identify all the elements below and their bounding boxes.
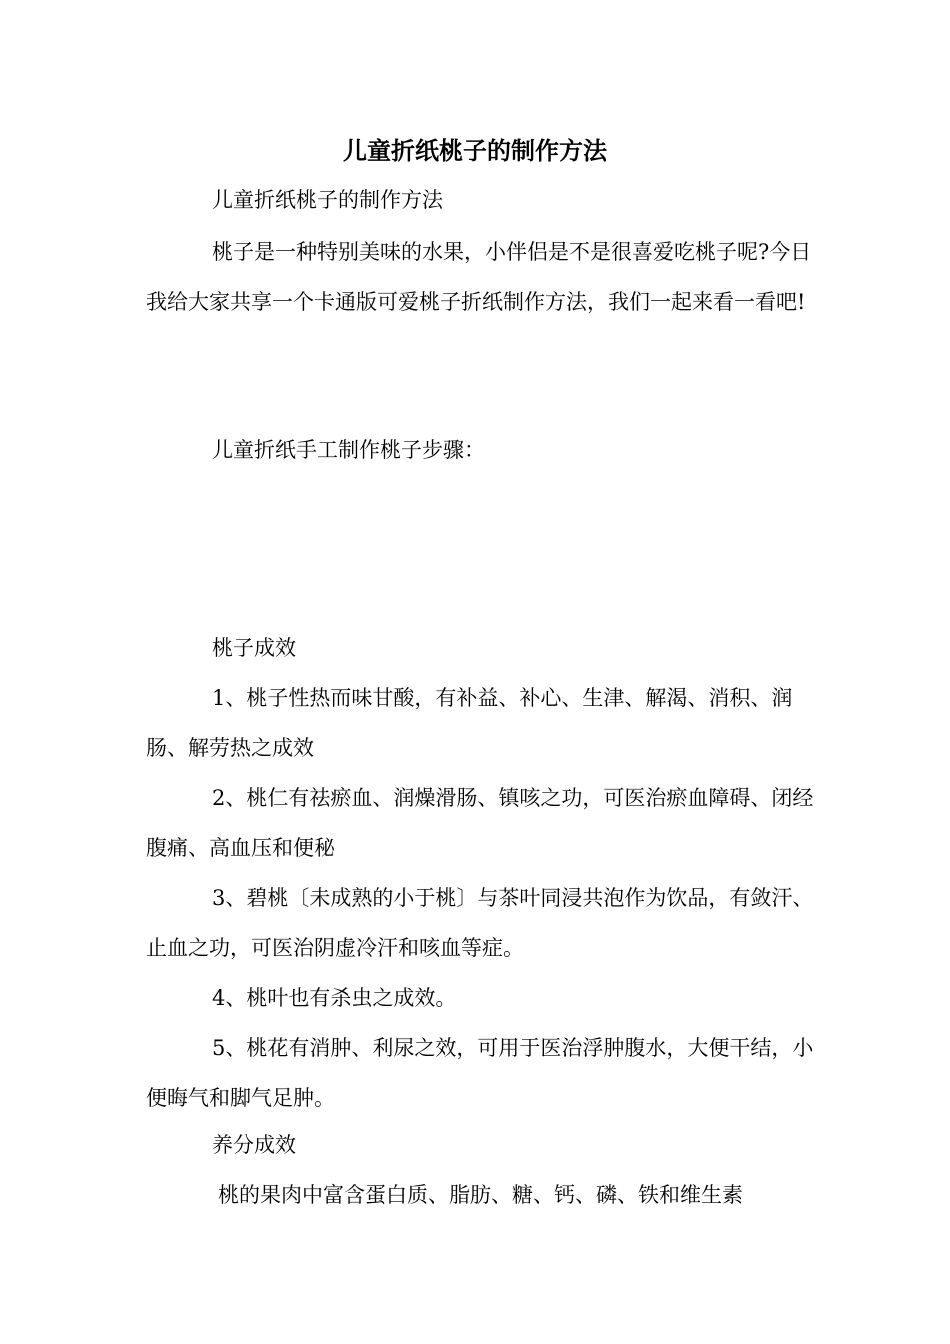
paragraph-subtitle: 儿童折纸桃子的制作方法	[212, 188, 443, 212]
paragraph-nutrition-heading: 养分成效	[212, 1133, 296, 1157]
paragraph-intro: 桃子是一种特别美味的水果，小伴侣是不是很喜爱吃桃子呢?今日我给大家共享一个卡通版可爱桃子折纸制作方法，我们一起来看一看吧!	[146, 240, 812, 314]
paragraph-effect-1: 1、桃子性热而味甘酸，有补益、补心、生津、解渴、消积、润肠、解劳热之成效	[146, 686, 793, 760]
paragraph-nutrition-body: 桃的果肉中富含蛋白质、脂肪、糖、钙、磷、铁和维生素	[218, 1183, 743, 1207]
document-title: 儿童折纸桃子的制作方法	[343, 136, 607, 165]
paragraph-steps-heading: 儿童折纸手工制作桃子步骤：	[212, 438, 485, 462]
paragraph-effect-2: 2、桃仁有祛瘀血、润燥滑肠、镇咳之功，可医治瘀血障碍、闭经腹痛、高血压和便秘	[146, 786, 814, 860]
paragraph-effect-5: 5、桃花有消肿、利尿之效，可用于医治浮肿腹水，大便干结，小便晦气和脚气足肿。	[146, 1036, 814, 1110]
paragraph-effect-4: 4、桃叶也有杀虫之成效。	[212, 986, 457, 1010]
paragraph-effect-3: 3、碧桃〔未成熟的小于桃〕与茶叶同浸共泡作为饮品，有敛汗、止血之功，可医治阴虚冷汗和咳血等症。	[146, 886, 814, 960]
paragraph-effects-heading: 桃子成效	[212, 636, 296, 660]
